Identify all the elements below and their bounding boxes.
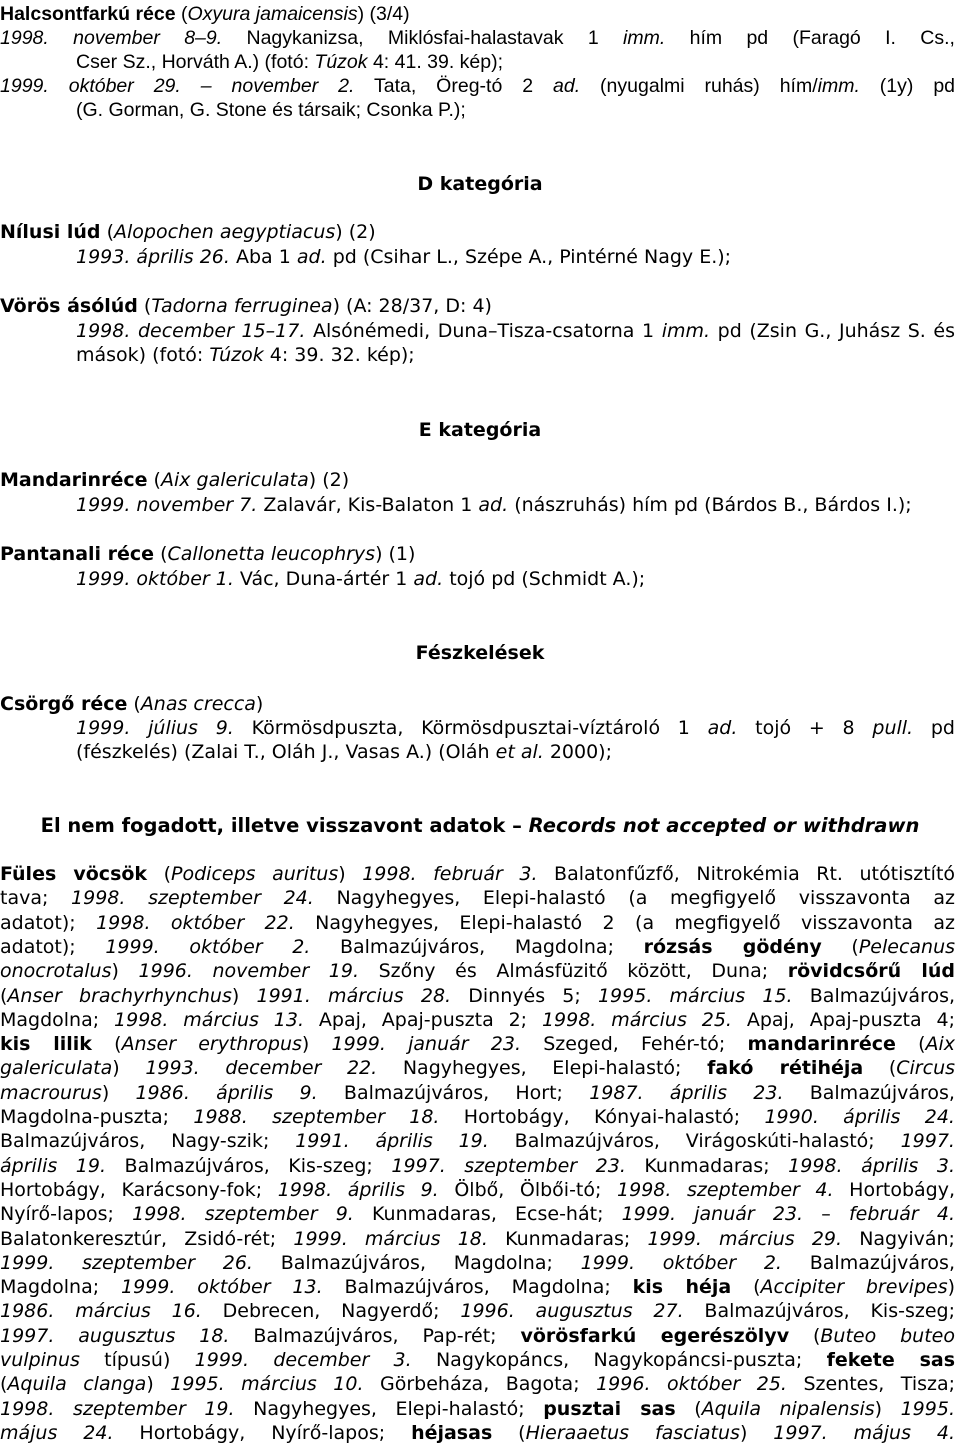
rejected-record-line: Balatonkeresztúr, Zsidó-rét; 1999. március 18. Kunmadaras; 1999. március 29. Nagyiván; bbox=[0, 1227, 955, 1250]
rejected-record-line: (Aquila clanga) 1995. március 10. Görbeháza, Bagota; 1996. október 25. Szentes, Tisza; bbox=[0, 1373, 956, 1396]
rejected-record-line: 1997. augusztus 18. Balmazújváros, Pap-rét; vörösfarkú egerészölyv (Buteo buteo bbox=[0, 1324, 955, 1347]
rejected-record-line: Hortobágy, Karácsony-fok; 1998. április 9. Ölbő, Ölbői-tó; 1998. szeptember 4. Hortobágy, bbox=[0, 1178, 956, 1201]
species-voros-asolud: Vörös ásólúd (Tadorna ferruginea) (A: 28/37, D: 4) bbox=[0, 295, 492, 317]
rejected-record-line: Magdolna; 1998. március 13. Apaj, Apaj-puszta 2; 1998. március 25. Apaj, Apaj-puszta 4; bbox=[0, 1008, 955, 1031]
pantanali-record: 1999. október 1. Vác, Duna-ártér 1 ad. tojó pd (Schmidt A.); bbox=[76, 568, 646, 590]
rejected-record-line: macrourus) 1986. április 9. Balmazújváros, Hort; 1987. április 23. Balmazújváros, bbox=[0, 1081, 955, 1104]
csorgo-record-cont: (fészkelés) (Zalai T., Oláh J., Vasas A.) (Oláh et al. 2000); bbox=[76, 741, 612, 763]
rejected-record-line: adatot); 1998. október 22. Nagyhegyes, Elepi-halastó 2 (a megfigyelő visszavonta az bbox=[0, 911, 955, 934]
oxyura-record-1: 1998. november 8–9. Nagykanizsa, Miklósfai-halastavak 1 imm. hím pd (Faragó I. Cs., bbox=[0, 27, 955, 49]
rejected-record-line: május 24. Hortobágy, Nyírő-lapos; héjasas (Hieraaetus fasciatus) 1997. május 4. bbox=[0, 1421, 956, 1444]
rejected-record-line: Magdolna; 1999. október 13. Balmazújváros, Magdolna; kis héja (Accipiter brevipes) bbox=[0, 1276, 956, 1299]
species-pantanali-rece: Pantanali réce (Callonetta leucophrys) (1) bbox=[0, 543, 416, 565]
rejected-record-line: 1986. március 16. Debrecen, Nagyerdő; 1996. augusztus 27. Balmazújváros, Kis-szeg; bbox=[0, 1300, 955, 1323]
species-csorgo-rece: Csörgő réce (Anas crecca) bbox=[0, 693, 264, 715]
rejected-record-line: (Anser brachyrhynchus) 1991. március 28. Dinnyés 5; 1995. március 15. Balmazújváros, bbox=[0, 984, 956, 1007]
rejected-record-line: galericulata) 1993. december 22. Nagyhegyes, Elepi-halastó; fakó rétihéja (Circus bbox=[0, 1057, 956, 1080]
category-d-heading: D kategória bbox=[417, 173, 543, 195]
rejected-records-heading: El nem fogadott, illetve visszavont adatok – Records not accepted or withdrawn bbox=[40, 814, 920, 837]
rejected-record-line: kis lilik (Anser erythropus) 1999. január 23. Szeged, Fehér-tó; mandarinréce (Aix bbox=[0, 1033, 956, 1056]
rejected-record-line: onocrotalus) 1996. november 19. Szőny és Almásfüzitő között, Duna; rövidcsőrű lúd bbox=[0, 960, 956, 983]
voros-record-cont: mások) (fotó: Túzok 4: 39. 32. kép); bbox=[76, 344, 415, 366]
oxyura-record-2: 1999. október 29. – november 2. Tata, Öreg-tó 2 ad. (nyugalmi ruhás) hím/imm. (1y) pd bbox=[0, 75, 956, 97]
rejected-record-line: tava; 1998. szeptember 24. Nagyhegyes, Elepi-halastó (a megfigyelő visszavonta az bbox=[0, 887, 956, 910]
species-nilusi-lud: Nílusi lúd (Alopochen aegyptiacus) (2) bbox=[0, 221, 376, 243]
category-e-heading: E kategória bbox=[418, 419, 542, 441]
oxyura-record-1-cont: Cser Sz., Horváth A.) (fotó: Túzok 4: 41. 39. kép); bbox=[76, 51, 504, 73]
rejected-record-line: 1998. szeptember 19. Nagyhegyes, Elepi-halastó; pusztai sas (Aquila nipalensis) 1995. bbox=[0, 1397, 955, 1420]
voros-record: 1998. december 15–17. Alsónémedi, Duna–Tisza-csatorna 1 imm. pd (Zsin G., Juhász S. és bbox=[76, 320, 956, 342]
species-oxyura bbox=[0, 2, 410, 26]
rejected-record-line: Balmazújváros, Nagy-szik; 1991. április 19. Balmazújváros, Virágoskúti-halastó; 1997. bbox=[0, 1130, 955, 1153]
rejected-record-line: április 19. Balmazújváros, Kis-szeg; 1997. szeptember 23. Kunmadaras; 1998. április 3. bbox=[0, 1154, 955, 1177]
rejected-record-line: Nyírő-lapos; 1998. szeptember 9. Kunmadaras, Ecse-hát; 1999. január 23. – február 4. bbox=[0, 1203, 955, 1226]
rejected-record-line: Magdolna-puszta; 1988. szeptember 18. Hortobágy, Kónyai-halastó; 1990. április 24. bbox=[0, 1106, 955, 1128]
species-mandarinrece: Mandarinréce (Aix galericulata) (2) bbox=[0, 469, 350, 491]
nilusi-record: 1993. április 26. Aba 1 ad. pd (Csihar L., Szépe A., Pintérné Nagy E.); bbox=[76, 246, 732, 268]
nesting-heading: Fészkelések bbox=[415, 642, 545, 664]
oxyura-title: Halcsontfarkú réce (Oxyura jamaicensis) (3/4) bbox=[0, 3, 410, 25]
oxyura-record-2-cont: (G. Gorman, G. Stone és társaik; Csonka P.); bbox=[76, 99, 466, 121]
rejected-record-line: adatot); 1999. október 2. Balmazújváros, Magdolna; rózsás gödény (Pelecanus bbox=[0, 935, 956, 958]
rejected-record-line: 1999. szeptember 26. Balmazújváros, Magdolna; 1999. október 2. Balmazújváros, bbox=[0, 1251, 955, 1274]
csorgo-record: 1999. július 9. Körmösdpuszta, Körmösdpusztai-víztároló 1 ad. tojó + 8 pull. pd bbox=[76, 717, 955, 739]
rejected-record-line: Füles vöcsök (Podiceps auritus) 1998. február 3. Balatonfűzfő, Nitrokémia Rt. utótisztító bbox=[0, 863, 956, 885]
rejected-record-line: vulpinus típusú) 1999. december 3. Nagykopáncs, Nagykopáncsi-puszta; fekete sas bbox=[0, 1349, 956, 1371]
mandarin-record: 1999. november 7. Zalavár, Kis-Balaton 1 ad. (nászruhás) hím pd (Bárdos B., Bárdos I.); bbox=[76, 494, 912, 516]
